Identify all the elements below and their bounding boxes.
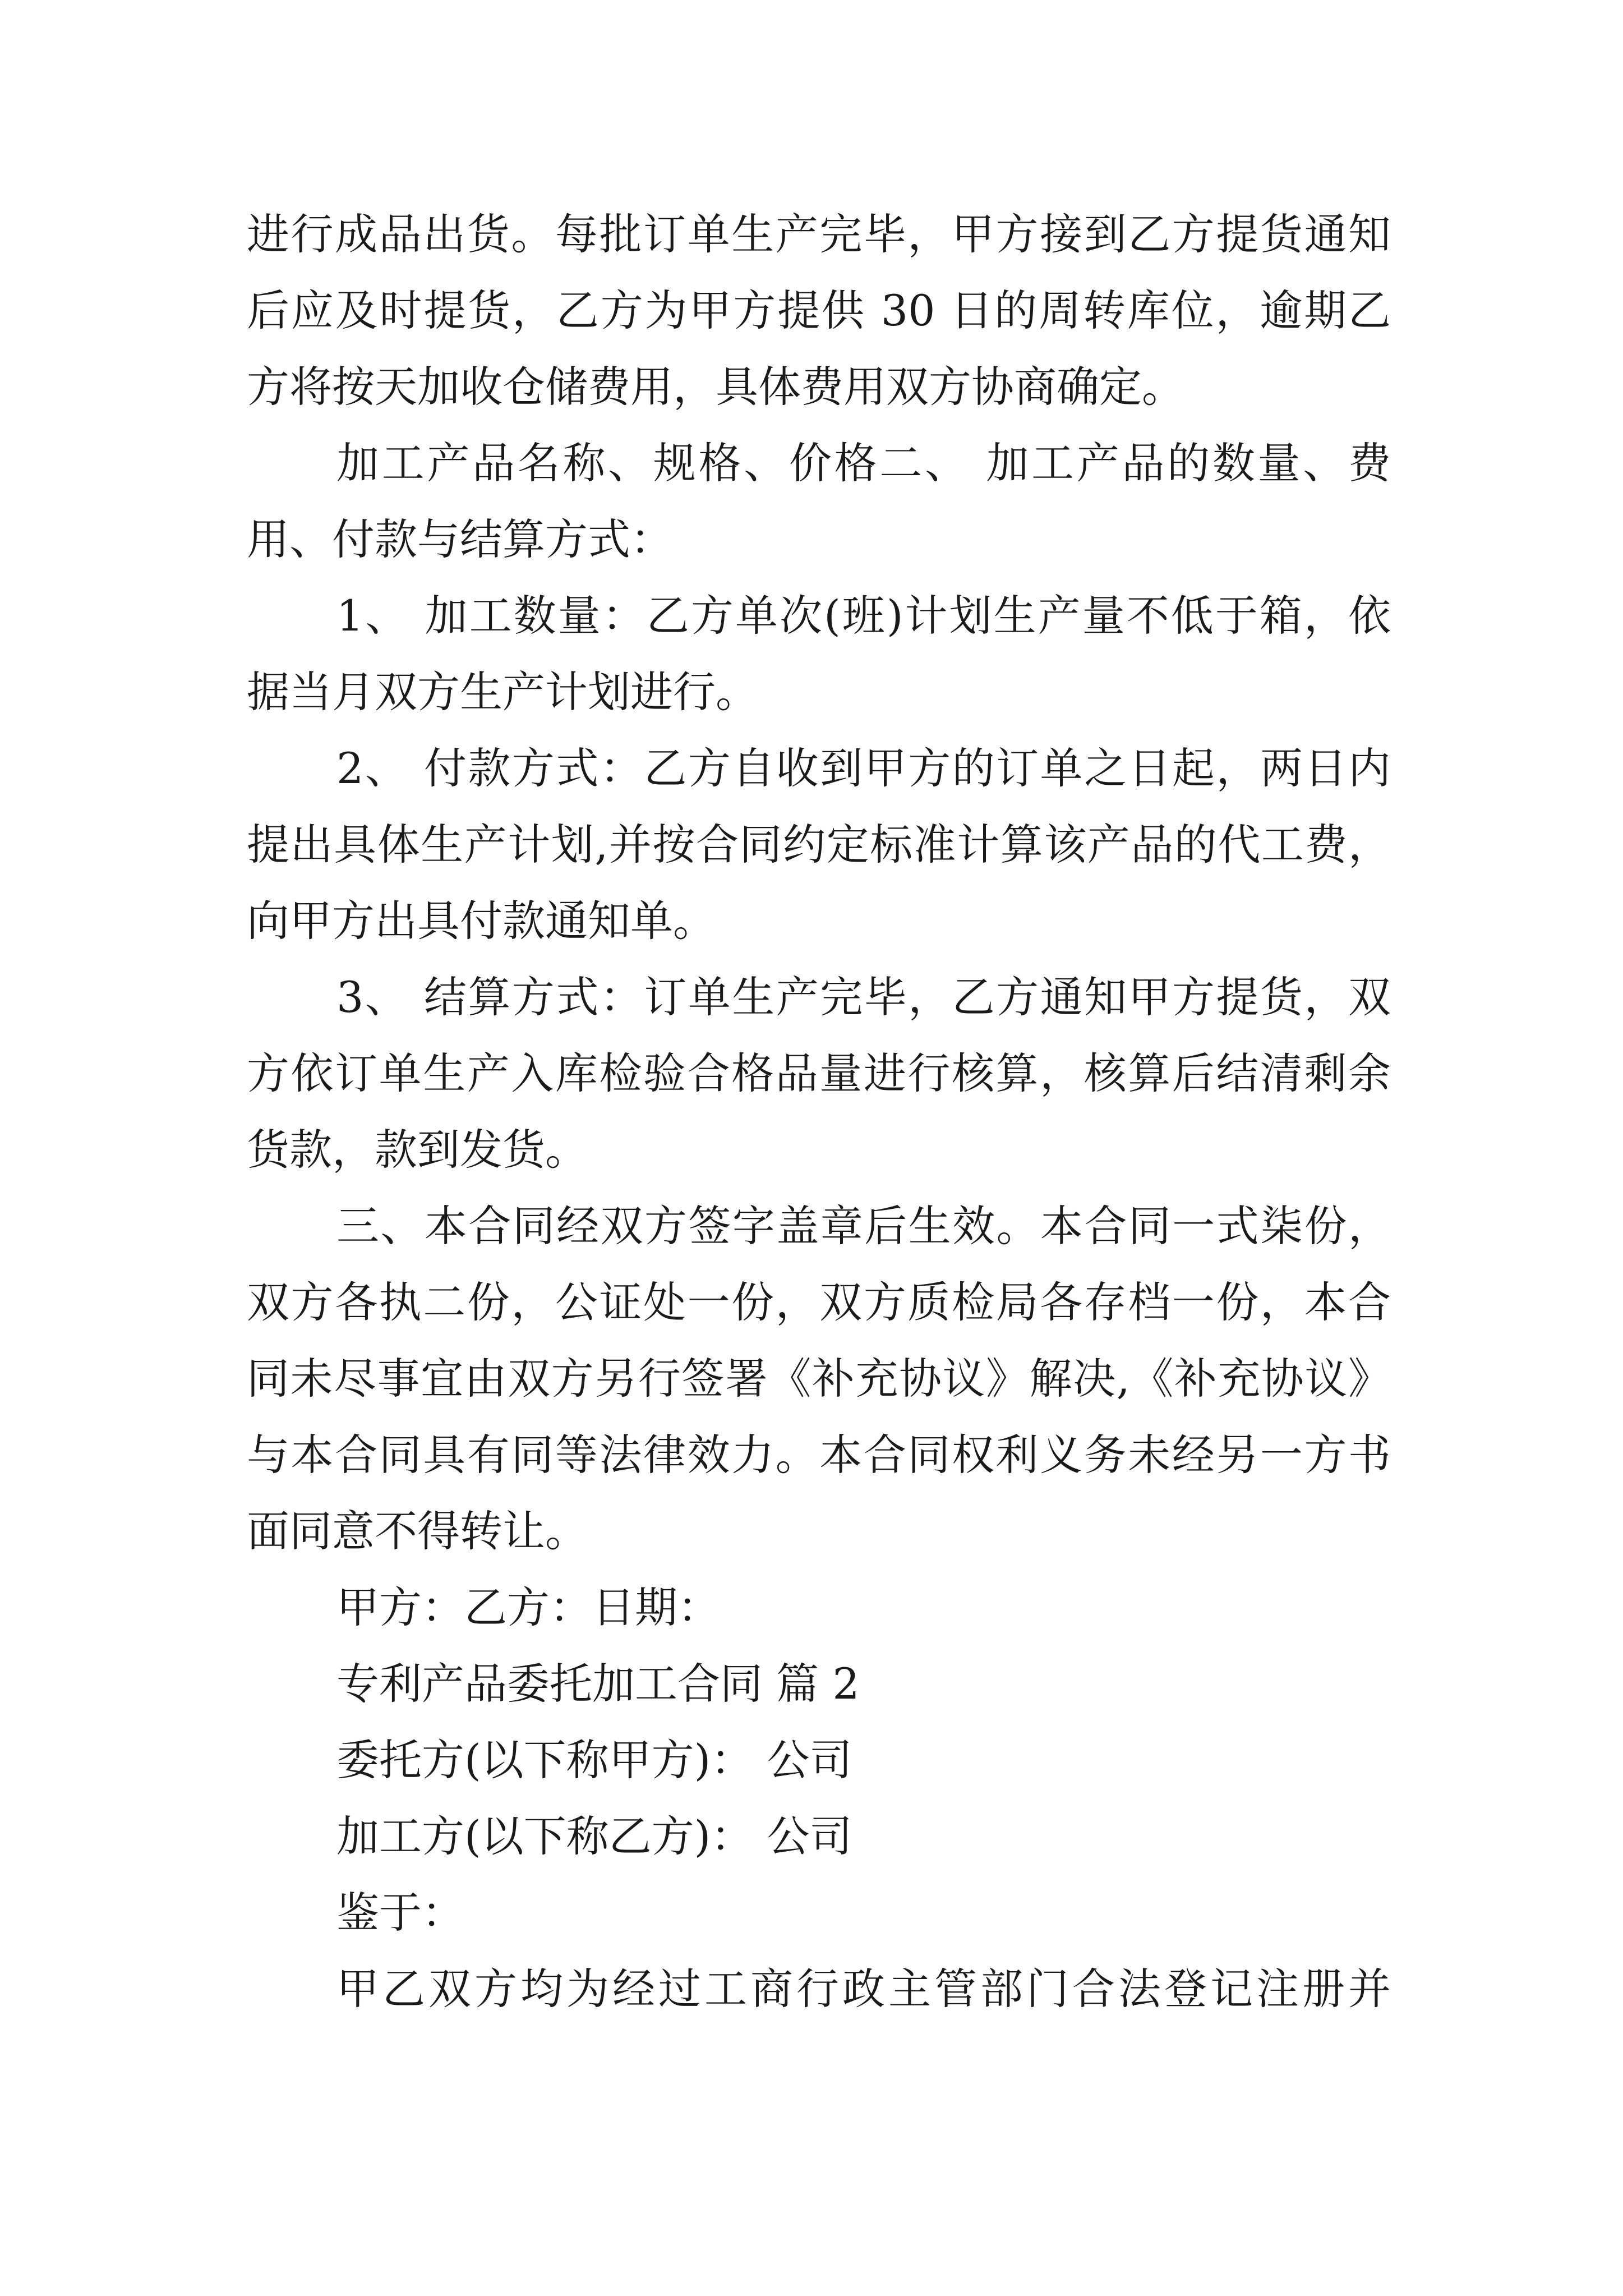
text-line-7: 据当月双方生产计划进行。 bbox=[247, 667, 758, 717]
text-line-1: 进行成品出货。每批订单生产完毕，甲方接到乙方提货通知 bbox=[247, 209, 1391, 259]
text-line-4: 加工产品名称、规格、价格二、 加工产品的数量、费 bbox=[336, 438, 1391, 488]
text-line-24: 甲乙双方均为经过工商行政主管部门合法登记注册并 bbox=[336, 1964, 1391, 2014]
signature-line: 甲方：乙方：日期： bbox=[336, 1582, 720, 1632]
text-line-12: 方依订单生产入库检验合格品量进行核算，核算后结清剩余 bbox=[247, 1048, 1391, 1098]
client-party-line: 委托方(以下称甲方)： 公司 bbox=[336, 1735, 852, 1785]
text-line-17: 与本合同具有同等法律效力。本合同权利义务未经另一方书 bbox=[247, 1430, 1391, 1480]
whereas-heading: 鉴于： bbox=[336, 1888, 464, 1938]
text-line-5: 用、付款与结算方式： bbox=[247, 514, 673, 564]
text-line-16: 同未尽事宜由双方另行签署《补充协议》解决,《补充协议》 bbox=[247, 1354, 1391, 1404]
text-line-2: 后应及时提货，乙方为甲方提供 30 日的周转库位，逾期乙 bbox=[247, 286, 1391, 335]
text-line-15: 双方各执二份，公证处一份，双方质检局各存档一份，本合 bbox=[247, 1277, 1391, 1327]
document-body bbox=[247, 196, 1391, 2027]
section-heading: 专利产品委托加工合同 篇 2 bbox=[336, 1659, 860, 1709]
text-line-8: 2、 付款方式：乙方自收到甲方的订单之日起，两日内 bbox=[336, 743, 1391, 793]
text-line-9: 提出具体生产计划,并按合同约定标准计算该产品的代工费， bbox=[247, 820, 1391, 869]
text-line-6: 1、 加工数量：乙方单次(班)计划生产量不低于箱，依 bbox=[336, 591, 1391, 641]
processor-party-line: 加工方(以下称乙方)： 公司 bbox=[336, 1811, 852, 1861]
text-line-11: 3、 结算方式：订单生产完毕，乙方通知甲方提货，双 bbox=[336, 972, 1391, 1022]
text-line-3: 方将按天加收仓储费用，具体费用双方协商确定。 bbox=[247, 362, 1184, 412]
text-line-14: 三、本合同经双方签字盖章后生效。本合同一式柒份， bbox=[336, 1201, 1391, 1251]
text-line-13: 货款，款到发货。 bbox=[247, 1125, 588, 1175]
text-line-18: 面同意不得转让。 bbox=[247, 1506, 588, 1556]
text-line-10: 向甲方出具付款通知单。 bbox=[247, 896, 716, 946]
